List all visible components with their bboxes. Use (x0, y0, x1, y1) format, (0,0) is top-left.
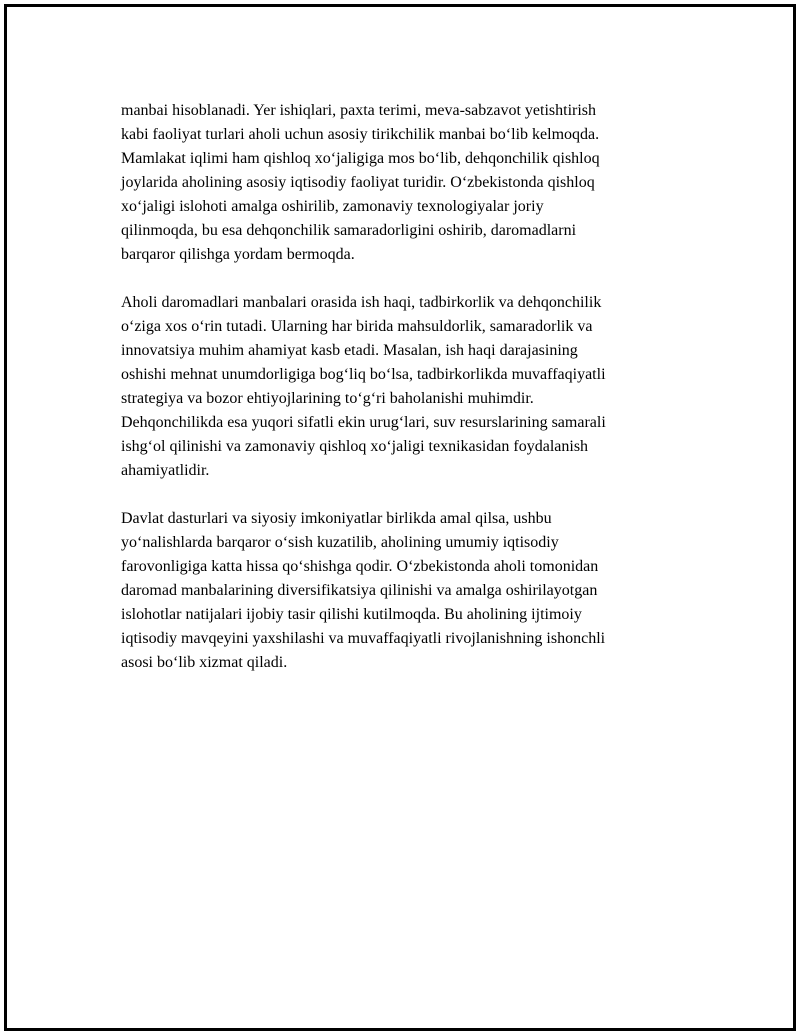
text-line: farovonligiga katta hissa qo‘shishga qodir. O‘zbekistonda aholi tomonidan (121, 558, 599, 575)
text-line: innovatsiya muhim ahamiyat kasb etadi. Masalan, ish haqi darajasining (121, 342, 578, 359)
text-line: strategiya va bozor ehtiyojlarining to‘g‘ri baholanishi muhimdir. (121, 390, 534, 407)
text-line: yo‘nalishlarda barqaror o‘sish kuzatilib, aholining umumiy iqtisodiy (121, 534, 559, 551)
text-line: o‘ziga xos o‘rin tutadi. Ularning har birida mahsuldorlik, samaradorlik va (121, 318, 593, 335)
text-line: qilinmoqda, bu esa dehqonchilik samaradorligini oshirib, daromadlarni (121, 222, 577, 239)
text-line: ishg‘ol qilinishi va zamonaviy qishloq xo‘jaligi texnikasidan foydalanish (121, 438, 589, 455)
text-line: Aholi daromadlari manbalari orasida ish haqi, tadbirkorlik va dehqonchilik (121, 294, 602, 311)
paragraph-3 (121, 507, 691, 675)
text-line: Davlat dasturlari va siyosiy imkoniyatlar birlikda amal qilsa, ushbu (121, 510, 552, 527)
text-line: daromad manbalarining diversifikatsiya qilinishi va amalga oshirilayotgan (121, 582, 598, 599)
text-line: islohotlar natijalari ijobiy tasir qilishi kutilmoqda. Bu aholining ijtimoiy (121, 606, 582, 623)
text-line: xo‘jaligi islohoti amalga oshirilib, zamonaviy texnologiyalar joriy (121, 198, 544, 215)
text-line: manbai hisoblanadi. Yer ishiqlari, paxta terimi, meva-sabzavot yetishtirish (121, 102, 597, 119)
text-line: asosi bo‘lib xizmat qiladi. (121, 654, 288, 671)
text-line: oshishi mehnat unumdorligiga bog‘liq bo‘lsa, tadbirkorlikda muvaffaqiyatli (121, 366, 606, 383)
text-line: Dehqonchilikda esa yuqori sifatli ekin urug‘lari, suv resurslarining samarali (121, 414, 606, 431)
text-line: barqaror qilishga yordam bermoqda. (121, 246, 355, 263)
paragraph-1 (121, 99, 691, 267)
text-line: joylarida aholining asosiy iqtisodiy faoliyat turidir. O‘zbekistonda qishloq (121, 174, 595, 191)
text-line: Mamlakat iqlimi ham qishloq xo‘jaligiga mos bo‘lib, dehqonchilik qishloq (121, 150, 600, 167)
document-page (4, 4, 796, 1031)
text-line: iqtisodiy mavqeyini yaxshilashi va muvaffaqiyatli rivojlanishning ishonchli (121, 630, 606, 647)
document-body (121, 99, 691, 699)
text-line: ahamiyatlidir. (121, 462, 210, 479)
paragraph-2 (121, 291, 691, 483)
text-line: kabi faoliyat turlari aholi uchun asosiy tirikchilik manbai bo‘lib kelmoqda. (121, 126, 600, 143)
